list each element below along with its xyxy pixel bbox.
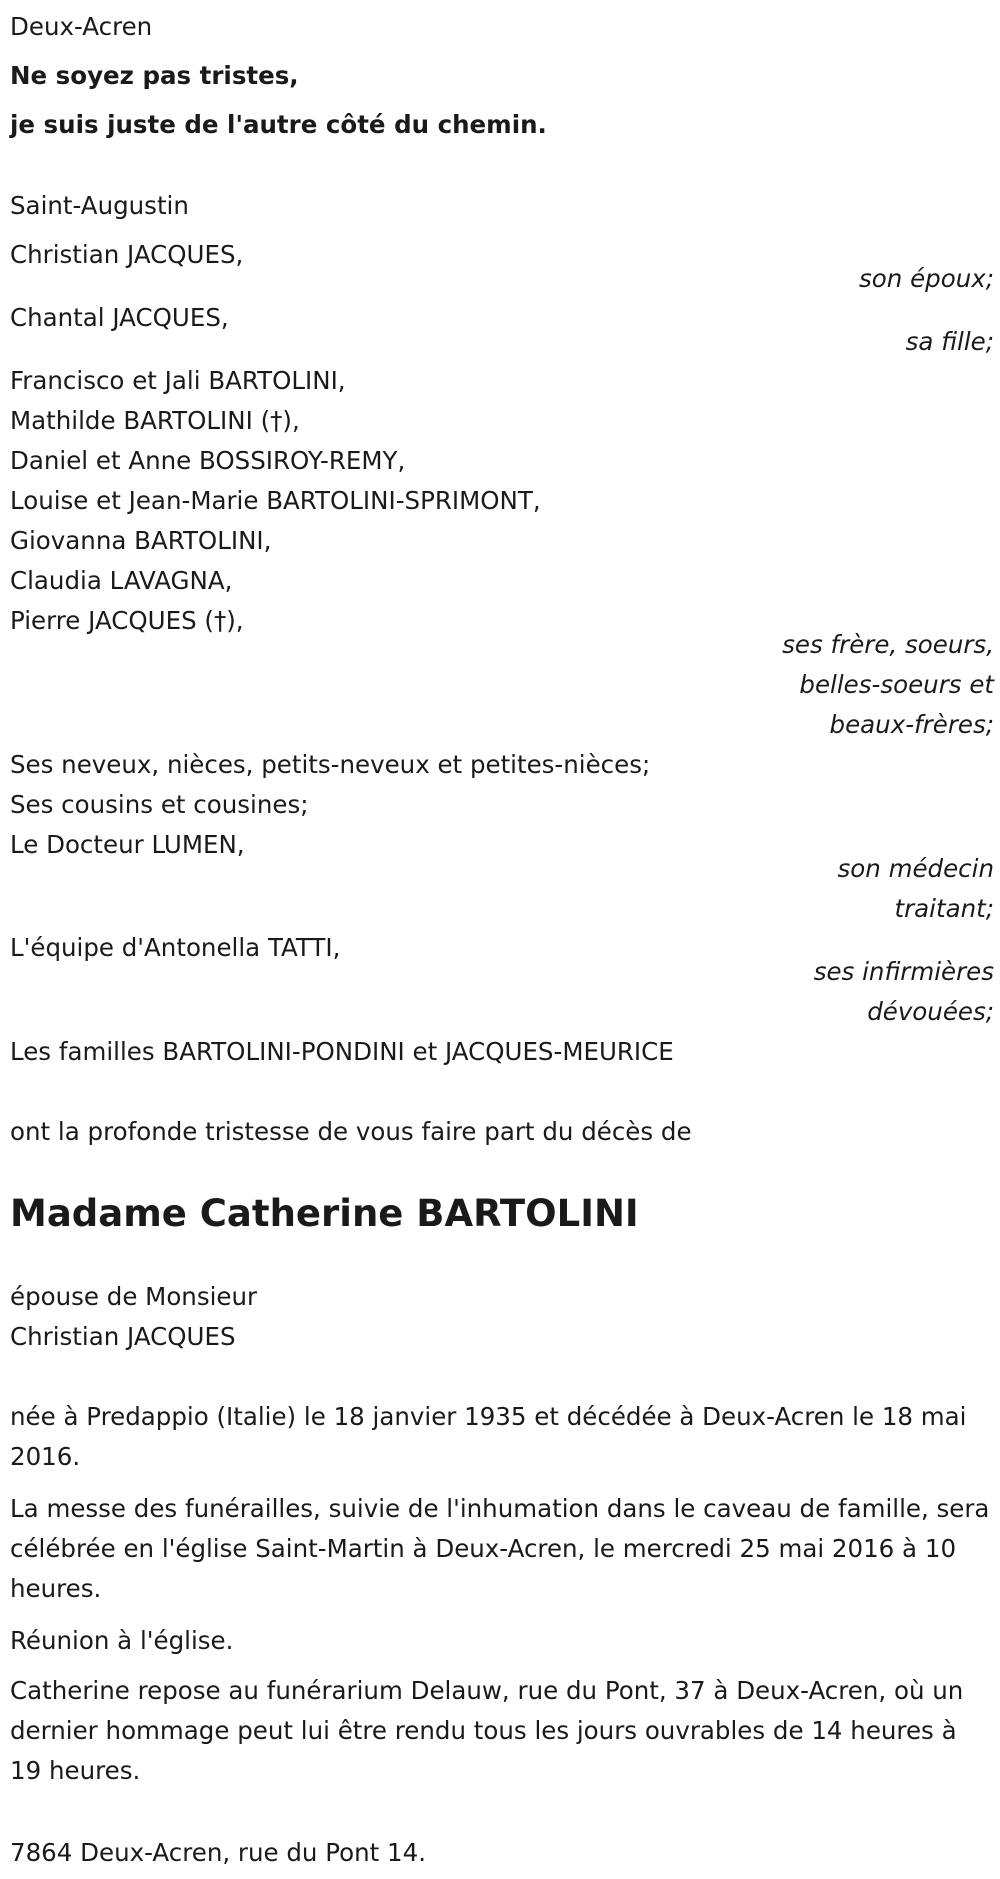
family-entry: Mathilde BARTOLINI (†), [10, 406, 300, 435]
address: 7864 Deux-Acren, rue du Pont 14. [10, 1838, 427, 1867]
quote-line-2: je suis juste de l'autre côté du chemin. [10, 110, 547, 139]
nurses-line: L'équipe d'Antonella TATTI, [10, 933, 341, 962]
family-entry: Daniel et Anne BOSSIROY-REMY, [10, 446, 406, 475]
relation-doctor-line-2: traitant; [894, 894, 994, 923]
family-entry: Giovanna BARTOLINI, [10, 526, 272, 555]
relation-spouse: son époux; [859, 264, 994, 293]
cousins-line: Ses cousins et cousines; [10, 790, 309, 819]
relation-daughter: sa fille; [905, 327, 994, 356]
meeting-paragraph: Réunion à l'église. [10, 1626, 234, 1655]
families-line: Les familles BARTOLINI-PONDINI et JACQUES-MEURICE [10, 1037, 674, 1066]
funeral-paragraph: La messe des funérailles, suivie de l'inhumation dans le caveau de famille, sera célébrée en l'église Saint-Martin à Deux-Acren, le mercredi 25 mai 2016 à 10 heures. [10, 1494, 990, 1603]
family-entry: Francisco et Jali BARTOLINI, [10, 366, 346, 395]
relation-siblings-line-2: belles-soeurs et [799, 670, 994, 699]
relation-doctor-line-1: son médecin [837, 854, 994, 883]
family-entry-daughter: Chantal JACQUES, [10, 303, 229, 332]
repose-paragraph: Catherine repose au funérarium Delauw, rue du Pont, 37 à Deux-Acren, où un dernier hommage peut lui être rendu tous les jours ouvrables de 14 heures à 19 heures. [10, 1676, 964, 1785]
doctor-line: Le Docteur LUMEN, [10, 830, 245, 859]
header-place: Deux-Acren [10, 12, 153, 41]
relation-nurses-line-1: ses infirmières [813, 957, 994, 986]
family-entry: Louise et Jean-Marie BARTOLINI-SPRIMONT, [10, 486, 541, 515]
family-entry: Pierre JACQUES (†), [10, 606, 244, 635]
family-entry-spouse: Christian JACQUES, [10, 240, 244, 269]
nephews-line: Ses neveux, nièces, petits-neveux et petites-nièces; [10, 750, 651, 779]
spouse-line-1: épouse de Monsieur [10, 1282, 258, 1311]
relation-nurses-line-2: dévouées; [867, 997, 994, 1026]
birth-death-paragraph: née à Predappio (Italie) le 18 janvier 1935 et décédée à Deux-Acren le 18 mai 2016. [10, 1402, 967, 1471]
family-entry: Claudia LAVAGNA, [10, 566, 233, 595]
family-location: Saint-Augustin [10, 191, 189, 220]
relation-siblings-line-1: ses frère, soeurs, [782, 630, 994, 659]
announcement: ont la profonde tristesse de vous faire part du décès de [10, 1117, 692, 1146]
relation-siblings-line-3: beaux-frères; [829, 710, 994, 739]
quote-line-1: Ne soyez pas tristes, [10, 61, 299, 90]
deceased-name: Madame Catherine BARTOLINI [10, 1192, 639, 1235]
spouse-line-2: Christian JACQUES [10, 1322, 236, 1351]
